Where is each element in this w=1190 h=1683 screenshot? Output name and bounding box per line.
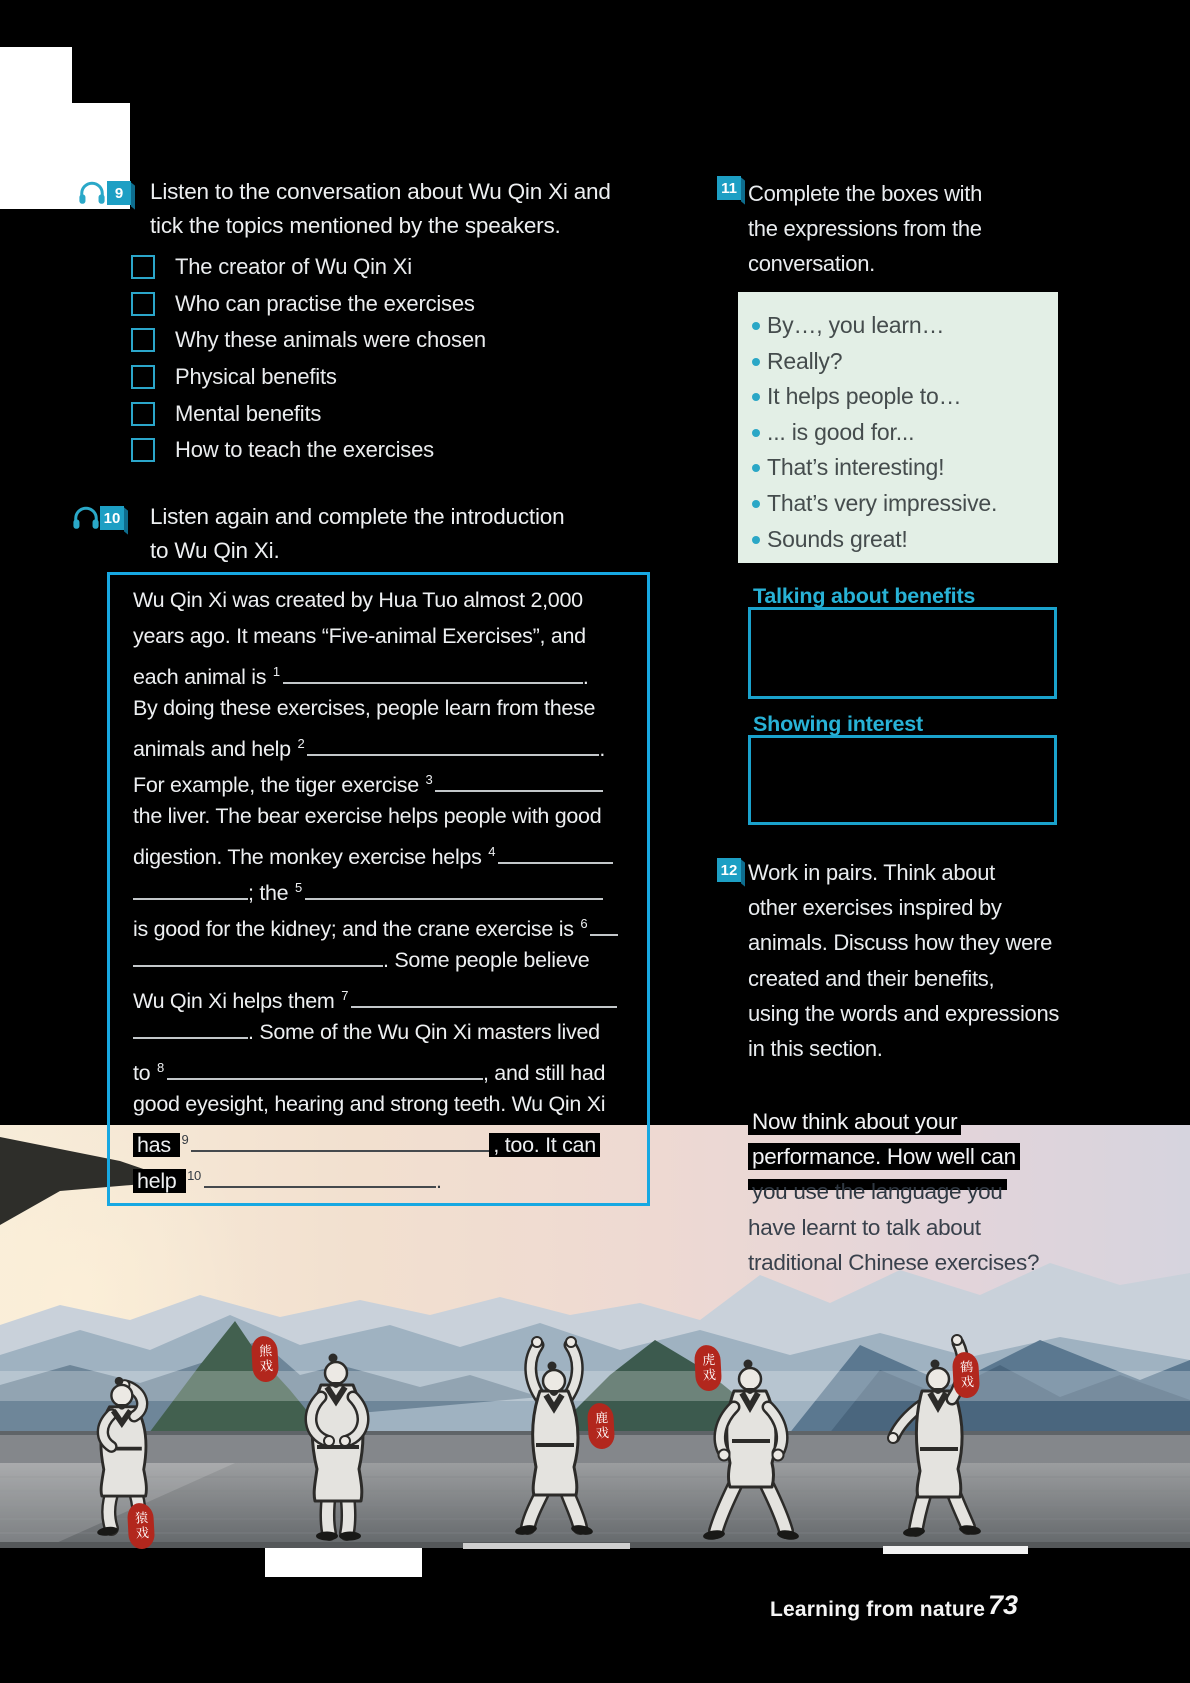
exercise-12-instruction-line: animals. Discuss how they were [748, 930, 1053, 956]
intro-line [133, 978, 618, 1014]
topic-row [131, 395, 486, 432]
monkey-seal: 猿戏 [127, 1502, 155, 1549]
blank-number: 8 [157, 1060, 164, 1075]
reflection-prompt [748, 1104, 1088, 1280]
expressions-list [738, 292, 1058, 557]
intro-text: each animal is [133, 665, 272, 690]
intro-line [133, 618, 618, 654]
headphones-icon [72, 506, 100, 531]
page-edge-tab [883, 1546, 1028, 1554]
topic-row [131, 286, 486, 323]
showing-interest-box[interactable] [748, 735, 1057, 825]
talking-about-benefits-box[interactable] [748, 607, 1057, 699]
page-corner-decoration [0, 47, 72, 109]
topic-label: The creator of Wu Qin Xi [175, 254, 412, 280]
intro-text: good eyesight, hearing and strong teeth. Wu Qin Xi [133, 1092, 606, 1116]
blank-number: 9 [181, 1132, 189, 1147]
blank-number: 3 [425, 772, 433, 787]
blank-number: 6 [580, 916, 588, 931]
topic-row [131, 432, 486, 469]
exercise-10-badge: 10 [100, 506, 124, 530]
intro-text: Wu Qin Xi helps them [133, 989, 341, 1014]
intro-text: . Some of the Wu Qin Xi masters lived [248, 1020, 600, 1044]
intro-text: . [582, 665, 589, 690]
exercise-11-instruction [748, 176, 982, 282]
intro-line [133, 1158, 618, 1194]
exercise-9-badge: 9 [107, 181, 131, 205]
intro-text: , too. It can [489, 1133, 599, 1157]
topic-row [131, 249, 486, 286]
deer-seal: 鹿戏 [587, 1402, 615, 1449]
exercise-9-instruction: Listen to the conversation about Wu Qin Xi and tick the topics mentioned by the speakers. [150, 179, 611, 238]
reflection-line: Now think about your [748, 1104, 1088, 1139]
blank-line[interactable] [307, 735, 599, 756]
topic-label: Mental benefits [175, 400, 322, 426]
reflection-line: have learnt to talk about [748, 1214, 981, 1240]
intro-text: , and still had [482, 1061, 606, 1086]
intro-line [133, 1122, 618, 1158]
topic-label: Physical benefits [175, 364, 337, 390]
expression-item: That’s very impressive. [752, 486, 1058, 522]
expression-item: Really? [752, 344, 1058, 380]
topic-checkbox[interactable] [131, 365, 155, 389]
blank-number: 5 [295, 880, 302, 895]
exercise-12-instruction [748, 855, 1059, 1066]
blank-line[interactable] [204, 1167, 436, 1188]
blank-number: 4 [488, 844, 496, 859]
topic-checkbox[interactable] [131, 328, 155, 352]
intro-line [133, 798, 618, 834]
intro-line [133, 726, 618, 762]
intro-text: the liver. The bear exercise helps people with good [133, 804, 602, 828]
blank-line[interactable] [351, 987, 617, 1008]
topic-row [131, 359, 486, 396]
intro-text: Wu Qin Xi was created by Hua Tuo almost 2,000 [133, 588, 583, 612]
intro-text: has [133, 1133, 180, 1157]
blank-line[interactable] [133, 1018, 248, 1039]
topic-row [131, 322, 486, 359]
exercise-11-instruction-line: conversation. [748, 251, 875, 277]
intro-line [133, 1050, 618, 1086]
exercise-12-instruction-line: in this section. [748, 1036, 883, 1062]
exercise-12-instruction-line: using the words and expressions [748, 1000, 1060, 1026]
intro-text: is good for the kidney; and the crane exercise is [133, 917, 580, 942]
intro-text: help [133, 1169, 186, 1193]
blank-line[interactable] [435, 771, 603, 792]
blank-number: 10 [187, 1168, 201, 1183]
expressions-panel [738, 292, 1058, 563]
exercise-12-badge: 12 [717, 858, 741, 882]
expression-item: Sounds great! [752, 522, 1058, 558]
expression-item: ... is good for... [752, 415, 1058, 451]
blank-line[interactable] [498, 843, 613, 864]
exercise-12-instruction-line: Work in pairs. Think about [748, 860, 995, 885]
blank-line[interactable] [590, 915, 618, 936]
intro-line [133, 906, 618, 942]
blank-line[interactable] [133, 879, 248, 900]
intro-text: years ago. It means “Five-animal Exercises”, and [133, 624, 586, 648]
exercise-11-instruction-line: Complete the boxes with [748, 181, 983, 206]
reflection-line: you use the language you [748, 1174, 1088, 1209]
intro-text: digestion. The monkey exercise helps [133, 845, 488, 870]
intro-text: For example, the tiger exercise [133, 773, 425, 798]
benefits-box-label: Talking about benefits [753, 584, 976, 608]
blank-line[interactable] [305, 879, 603, 900]
page-edge-tab [463, 1543, 630, 1549]
bear-seal: 熊戏 [251, 1335, 279, 1382]
intro-text: to [133, 1061, 157, 1086]
exercise-12-instruction-line: created and their benefits, [748, 965, 995, 991]
intro-line [133, 942, 618, 978]
crane-seal: 鹤戏 [952, 1351, 980, 1398]
intro-line [133, 690, 618, 726]
exercise-11-instruction-line: the expressions from the [748, 216, 982, 242]
intro-text: By doing these exercises, people learn from these [133, 696, 596, 720]
blank-line[interactable] [133, 946, 383, 967]
topic-label: Why these animals were chosen [175, 327, 486, 353]
intro-paragraph [133, 582, 618, 1194]
blank-line[interactable] [167, 1059, 483, 1080]
footer-chapter-title: Learning from nature [770, 1598, 986, 1621]
blank-line[interactable] [283, 663, 583, 684]
intro-line [133, 834, 618, 870]
exercise-10-instruction: Listen again and complete the introduction to Wu Qin Xi. [150, 504, 565, 563]
intro-line [133, 582, 618, 618]
topic-checkbox[interactable] [131, 402, 155, 426]
topic-label: How to teach the exercises [175, 437, 434, 463]
expression-item: By…, you learn… [752, 308, 1058, 344]
intro-text: . [436, 1169, 442, 1194]
intro-text: ; the [248, 881, 295, 906]
intro-line [133, 654, 618, 690]
topic-checkbox[interactable] [131, 255, 155, 279]
intro-text: . Some people believe [383, 948, 590, 972]
blank-number: 1 [272, 664, 280, 679]
expression-item: That’s interesting! [752, 450, 1058, 486]
blank-line[interactable] [191, 1131, 489, 1152]
footer-page-number: 73 [988, 1590, 1019, 1620]
exercise-12-instruction-line: other exercises inspired by [748, 895, 1002, 921]
intro-line [133, 762, 618, 798]
page-edge-tab [265, 1548, 422, 1577]
mist-band [0, 1371, 1190, 1401]
tiger-seal: 虎戏 [694, 1344, 722, 1391]
expression-item: It helps people to… [752, 379, 1058, 415]
headphones-icon [78, 181, 106, 206]
topic-checklist [131, 249, 486, 469]
blank-number: 7 [341, 988, 349, 1003]
interest-box-label: Showing interest [753, 712, 924, 736]
exercise-11-badge: 11 [717, 176, 741, 200]
reflection-line: traditional Chinese exercises? [748, 1249, 1040, 1275]
intro-line [133, 870, 618, 906]
intro-line [133, 1014, 618, 1050]
topic-checkbox[interactable] [131, 292, 155, 316]
topic-checkbox[interactable] [131, 438, 155, 462]
blank-number: 2 [297, 736, 305, 751]
intro-line [133, 1086, 618, 1122]
topic-label: Who can practise the exercises [175, 290, 475, 316]
reflection-line: performance. How well can [748, 1139, 1088, 1174]
intro-text: . [599, 737, 606, 762]
intro-text: animals and help [133, 737, 297, 762]
